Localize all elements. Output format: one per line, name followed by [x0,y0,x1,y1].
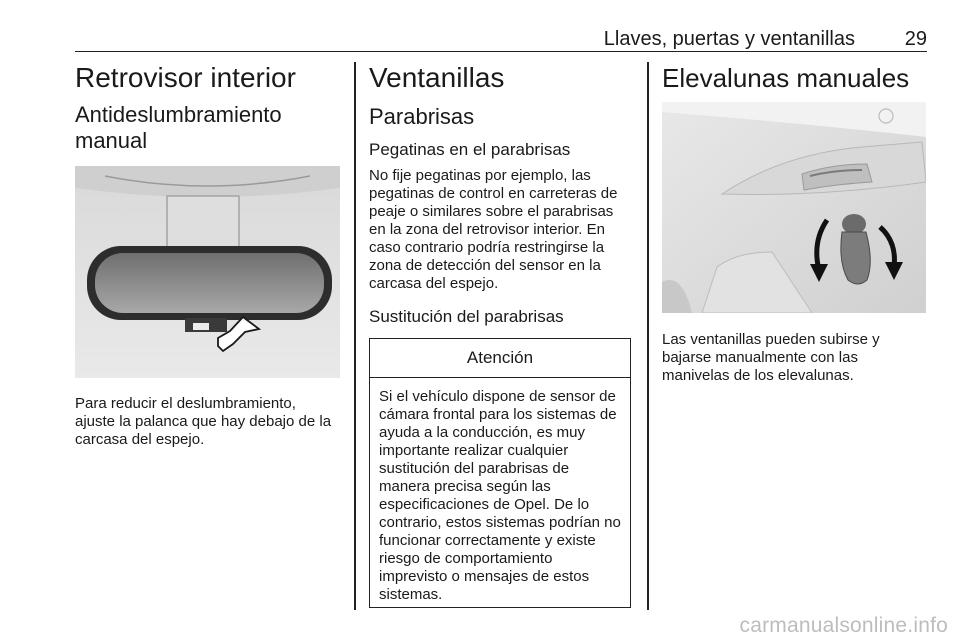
column-manual-windows [662,62,926,385]
subheading-anti-glare: Antideslumbramiento manual [75,102,282,153]
mirror-body-text: Para reducir el deslumbramiento, ajuste la palanca que hay debajo de la carcasa del espejo. [75,395,332,448]
page-number: 29 [904,28,927,50]
section-heading-mirror: Retrovisor interior [75,62,296,93]
replacement-title: Sustitución del parabrisas [369,307,564,326]
manual-windows-body-text: Las ventanillas pueden subirse y bajarse manualmente con las manivelas de los elevalunas. [662,331,880,384]
attention-box [369,338,631,608]
section-heading-windows: Ventanillas [369,62,505,93]
column-windows [369,62,633,327]
subheading-windscreen: Parabrisas [369,104,475,129]
watermark: carmanualsonline.info [739,614,948,637]
window-crank-illustration [662,102,926,313]
attention-title: Atención [370,339,630,378]
column-divider [354,62,356,610]
header-title: Llaves, puertas y ventanillas [603,28,855,50]
mirror-illustration [75,166,340,378]
attention-body-text: Si el vehículo dispone de sensor de cámara frontal para los sistemas de ayuda a la conducción, es muy importante realizar cualquier sustitución del parabrisas de manera precisa según las especificaciones de Opel. De lo contrario, estos sistemas podrían no funcionar correctamente y existe riesgo de comportamiento imprevisto o mensajes de estos sistemas. [379,388,621,603]
page-header [75,27,927,52]
column-divider [647,62,649,610]
column-mirror [75,62,340,449]
stickers-body-text: No fije pegatinas por ejemplo, las pegatinas de control en carreteras de peaje o similares sobre el parabrisas en la zona del retrovisor interior. En caso contrario podría restringirse la zona de detección del sensor en la carcasa del espejo. [369,167,618,292]
section-heading-manual-windows: Elevalunas manuales [662,63,910,93]
stickers-title: Pegatinas en el parabrisas [369,140,571,159]
